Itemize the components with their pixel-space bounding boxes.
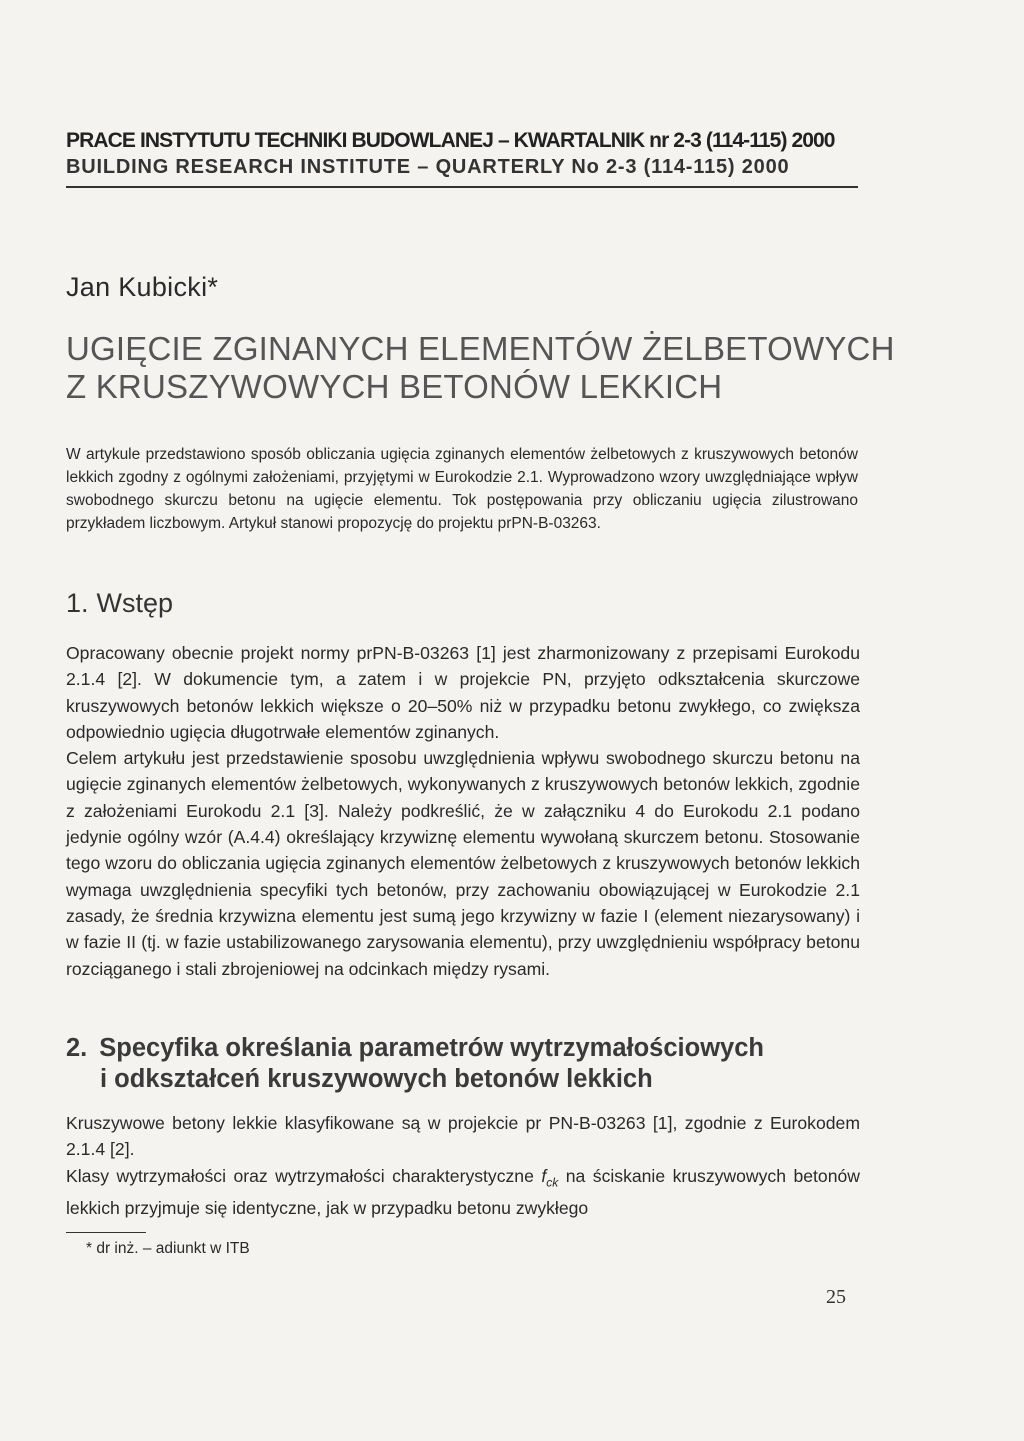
section-2-paragraph-2-start: Klasy wytrzymałości oraz wytrzymałości charakterystyczne <box>66 1165 542 1186</box>
section-2-number: 2. <box>66 1034 88 1062</box>
fck-symbol <box>541 1165 559 1190</box>
article-title-line2: Z KRUSZYWOWYCH BETONÓW LEKKICH <box>66 368 723 405</box>
section-2-heading-line1 <box>66 1033 866 1064</box>
section-1-paragraph-2: Celem artykułu jest przedstawienie sposobu uwzględnienia wpływu swobodnego skurczu betonu na ugięcie zginanych elementów żelbetowych, wykonywanych z kruszywowych betonów lekkich, zgodnie z założeniami Eurokodu 2.1 [3]. Należy podkreślić, że w załączniku 4 do Eurokodu 2.1 podano jedynie ogólny wzór (A.4.4) określający krzywiznę elementu wywołaną skurczem betonu. Stosowanie tego wzoru do obliczania ugięcia zginanych elementów żelbetowych z kruszywowych betonów lekkich wymaga uwzględnienia specyfiki tych betonów, przy zachowaniu obowiązującej w Eurokodzie 2.1 zasady, że średnia krzywizna elementu jest sumą jego krzywizny w fazie I (element niezarysowany) i w fazie II (tj. w fazie ustabilizowanego zarysowania elementu), przy uwzględnieniu współpracy betonu rozciąganego i stali zbrojeniowej na odcinkach między rysami. <box>66 748 860 979</box>
section-2-paragraph-2 <box>66 1163 860 1222</box>
section-2-heading <box>66 1033 866 1095</box>
article-title-line1: UGIĘCIE ZGINANYCH ELEMENTÓW ŻELBETOWYCH <box>66 330 895 367</box>
section-1-paragraph-1: Opracowany obecnie projekt normy prPN-B-03263 [1] jest zharmonizowany z przepisami Eurokodu 2.1.4 [2]. W dokumencie tym, a zatem i w projekcie PN, przyjęto odkształcenia skurczowe kruszywowych betonów lekkich większe o 20–50% niż w przypadku betonu zwykłego, co zwiększa odpowiednio ugięcia długotrwałe elementów zginanych. <box>66 643 860 742</box>
abstract: W artykule przedstawiono sposób obliczania ugięcia zginanych elementów żelbetowych z kruszywowych betonów lekkich zgodny z ogólnymi założeniami, przyjętymi w Eurokodzie 2.1. Wyprowadzono wzory uwzględniające wpływ swobodnego skurczu betonu na ugięcie elementu. Tok postępowania przy obliczaniu ugięcia zilustrowano przykładem liczbowym. Artykuł stanowi propozycję do projektu prPN-B-03263. <box>66 446 858 532</box>
journal-header <box>66 128 858 188</box>
footnote: * dr inż. – adiunkt w ITB <box>86 1240 250 1257</box>
journal-title-english: BUILDING RESEARCH INSTITUTE – QUARTERLY No 2-3 (114-115) 2000 <box>66 156 790 178</box>
fck-symbol-subscript: ck <box>546 1175 559 1190</box>
section-1-title: Wstęp <box>96 588 174 618</box>
section-2-title-line2: i odkształceń kruszywowych betonów lekkich <box>100 1065 653 1093</box>
section-2-paragraph-2-end: na ściskanie kruszywowych betonów lekkich przyjmuje się identyczne, jak w przypadku betonu zwykłego <box>66 1165 860 1219</box>
section-1-heading <box>66 588 173 619</box>
article-title <box>66 330 895 406</box>
section-2-body <box>66 1110 860 1222</box>
author-name: Jan Kubicki* <box>66 272 219 302</box>
page-number: 25 <box>826 1286 846 1308</box>
header-rule <box>66 186 858 188</box>
footnote-rule <box>66 1232 146 1233</box>
section-1-body <box>66 640 860 982</box>
fck-symbol-base: f <box>541 1165 547 1186</box>
journal-title-polish: PRACE INSTYTUTU TECHNIKI BUDOWLANEJ – KWARTALNIK nr 2-3 (114-115) 2000 <box>66 129 835 152</box>
section-2-paragraph-1: Kruszywowe betony lekkie klasyfikowane są w projekcie pr PN-B-03263 [1], zgodnie z Eurokodem 2.1.4 [2]. <box>66 1113 860 1160</box>
section-1-number: 1. <box>66 588 89 618</box>
section-2-title-line1: Specyfika określania parametrów wytrzymałościowych <box>99 1034 764 1062</box>
